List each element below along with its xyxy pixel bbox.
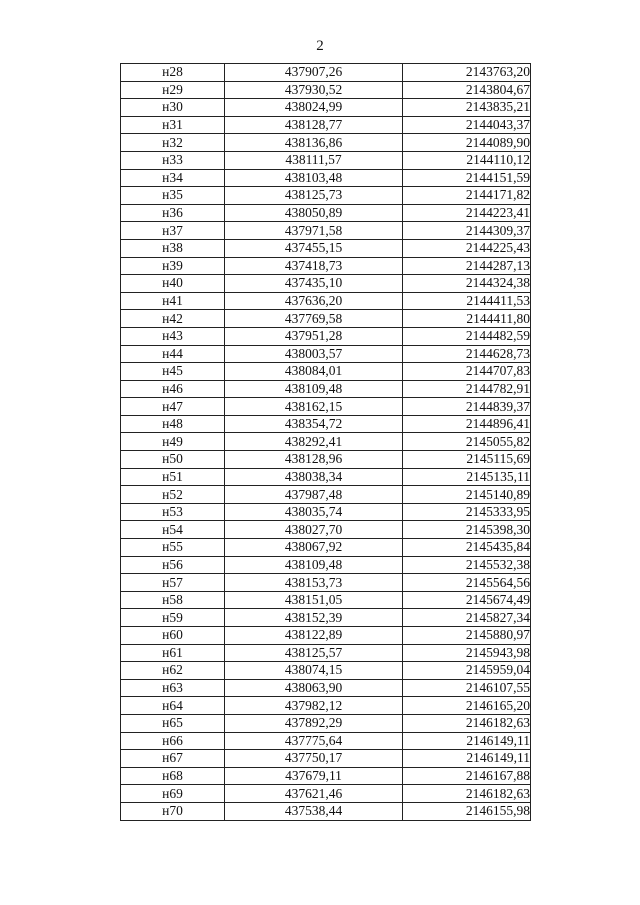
x-coordinate-cell: 438074,15 [225,662,403,680]
y-coordinate-cell: 2145943,98 [403,644,531,662]
y-coordinate-cell: 2145140,89 [403,486,531,504]
y-coordinate-cell: 2145398,30 [403,521,531,539]
point-label-cell: н62 [121,662,225,680]
table-row [121,468,531,486]
point-label-cell: н53 [121,503,225,521]
x-coordinate-cell: 438067,92 [225,539,403,557]
coordinates-table [120,63,531,821]
x-coordinate-cell: 438151,05 [225,591,403,609]
x-coordinate-cell: 437892,29 [225,714,403,732]
point-label-cell: н70 [121,802,225,820]
point-label-cell: н33 [121,151,225,169]
x-coordinate-cell: 438136,86 [225,134,403,152]
page-number: 2 [316,38,324,54]
x-coordinate-cell: 438003,57 [225,345,403,363]
y-coordinate-cell: 2145880,97 [403,627,531,645]
y-coordinate-cell: 2143804,67 [403,81,531,99]
x-coordinate-cell: 437750,17 [225,750,403,768]
point-label-cell: н58 [121,591,225,609]
point-label-cell: н35 [121,187,225,205]
point-label-cell: н57 [121,574,225,592]
x-coordinate-cell: 437455,15 [225,239,403,257]
point-label-cell: н56 [121,556,225,574]
table-row [121,204,531,222]
point-label-cell: н69 [121,785,225,803]
table-row [121,345,531,363]
y-coordinate-cell: 2145564,56 [403,574,531,592]
table-row [121,644,531,662]
y-coordinate-cell: 2144411,53 [403,292,531,310]
x-coordinate-cell: 438027,70 [225,521,403,539]
x-coordinate-cell: 438128,96 [225,451,403,469]
point-label-cell: н42 [121,310,225,328]
x-coordinate-cell: 438128,77 [225,116,403,134]
y-coordinate-cell: 2145532,38 [403,556,531,574]
table-row [121,187,531,205]
y-coordinate-cell: 2146149,11 [403,732,531,750]
x-coordinate-cell: 438050,89 [225,204,403,222]
point-label-cell: н41 [121,292,225,310]
y-coordinate-cell: 2143763,20 [403,64,531,82]
table-row [121,310,531,328]
table-row [121,785,531,803]
point-label-cell: н63 [121,679,225,697]
point-label-cell: н67 [121,750,225,768]
x-coordinate-cell: 438162,15 [225,398,403,416]
y-coordinate-cell: 2144782,91 [403,380,531,398]
table-row [121,292,531,310]
y-coordinate-cell: 2146155,98 [403,802,531,820]
y-coordinate-cell: 2144839,37 [403,398,531,416]
table-row [121,503,531,521]
table-row [121,802,531,820]
point-label-cell: н64 [121,697,225,715]
x-coordinate-cell: 437679,11 [225,767,403,785]
x-coordinate-cell: 437418,73 [225,257,403,275]
table-row [121,415,531,433]
point-label-cell: н45 [121,363,225,381]
y-coordinate-cell: 2145135,11 [403,468,531,486]
point-label-cell: н68 [121,767,225,785]
y-coordinate-cell: 2146107,55 [403,679,531,697]
y-coordinate-cell: 2145115,69 [403,451,531,469]
point-label-cell: н43 [121,327,225,345]
table-row [121,679,531,697]
table-row [121,556,531,574]
y-coordinate-cell: 2144225,43 [403,239,531,257]
x-coordinate-cell: 438354,72 [225,415,403,433]
y-coordinate-cell: 2146149,11 [403,750,531,768]
y-coordinate-cell: 2144411,80 [403,310,531,328]
point-label-cell: н54 [121,521,225,539]
table-row [121,609,531,627]
point-label-cell: н39 [121,257,225,275]
table-row [121,732,531,750]
y-coordinate-cell: 2145333,95 [403,503,531,521]
table-row [121,64,531,82]
point-label-cell: н52 [121,486,225,504]
point-label-cell: н44 [121,345,225,363]
point-label-cell: н61 [121,644,225,662]
table-row [121,327,531,345]
y-coordinate-cell: 2145959,04 [403,662,531,680]
table-row [121,627,531,645]
y-coordinate-cell: 2146182,63 [403,785,531,803]
y-coordinate-cell: 2145674,49 [403,591,531,609]
table-row [121,433,531,451]
y-coordinate-cell: 2146167,88 [403,767,531,785]
table-row [121,750,531,768]
table-row [121,81,531,99]
table-row [121,222,531,240]
y-coordinate-cell: 2144171,82 [403,187,531,205]
table-row [121,486,531,504]
point-label-cell: н40 [121,275,225,293]
y-coordinate-cell: 2145435,84 [403,539,531,557]
table-row [121,521,531,539]
table-row [121,380,531,398]
table-row [121,398,531,416]
y-coordinate-cell: 2146165,20 [403,697,531,715]
table-row [121,714,531,732]
table-row [121,116,531,134]
y-coordinate-cell: 2144707,83 [403,363,531,381]
table-row [121,451,531,469]
y-coordinate-cell: 2143835,21 [403,99,531,117]
x-coordinate-cell: 438125,57 [225,644,403,662]
x-coordinate-cell: 438103,48 [225,169,403,187]
table-row [121,539,531,557]
x-coordinate-cell: 438109,48 [225,380,403,398]
x-coordinate-cell: 437769,58 [225,310,403,328]
x-coordinate-cell: 438109,48 [225,556,403,574]
table-row [121,239,531,257]
point-label-cell: н29 [121,81,225,99]
point-label-cell: н48 [121,415,225,433]
y-coordinate-cell: 2144324,38 [403,275,531,293]
y-coordinate-cell: 2144223,41 [403,204,531,222]
x-coordinate-cell: 437538,44 [225,802,403,820]
point-label-cell: н60 [121,627,225,645]
table-row [121,99,531,117]
point-label-cell: н51 [121,468,225,486]
point-label-cell: н46 [121,380,225,398]
x-coordinate-cell: 438153,73 [225,574,403,592]
point-label-cell: н50 [121,451,225,469]
point-label-cell: н31 [121,116,225,134]
point-label-cell: н36 [121,204,225,222]
x-coordinate-cell: 437907,26 [225,64,403,82]
y-coordinate-cell: 2145827,34 [403,609,531,627]
y-coordinate-cell: 2144089,90 [403,134,531,152]
table-row [121,591,531,609]
x-coordinate-cell: 437636,20 [225,292,403,310]
y-coordinate-cell: 2144482,59 [403,327,531,345]
point-label-cell: н30 [121,99,225,117]
table-row [121,275,531,293]
point-label-cell: н37 [121,222,225,240]
y-coordinate-cell: 2144628,73 [403,345,531,363]
x-coordinate-cell: 438152,39 [225,609,403,627]
y-coordinate-cell: 2144151,59 [403,169,531,187]
point-label-cell: н59 [121,609,225,627]
point-label-cell: н32 [121,134,225,152]
x-coordinate-cell: 437435,10 [225,275,403,293]
table-row [121,574,531,592]
point-label-cell: н49 [121,433,225,451]
x-coordinate-cell: 437930,52 [225,81,403,99]
x-coordinate-cell: 437982,12 [225,697,403,715]
y-coordinate-cell: 2144287,13 [403,257,531,275]
table-row [121,662,531,680]
x-coordinate-cell: 438125,73 [225,187,403,205]
x-coordinate-cell: 438035,74 [225,503,403,521]
x-coordinate-cell: 437775,64 [225,732,403,750]
y-coordinate-cell: 2146182,63 [403,714,531,732]
point-label-cell: н55 [121,539,225,557]
x-coordinate-cell: 437987,48 [225,486,403,504]
point-label-cell: н47 [121,398,225,416]
table-row [121,767,531,785]
table-row [121,363,531,381]
y-coordinate-cell: 2145055,82 [403,433,531,451]
x-coordinate-cell: 438122,89 [225,627,403,645]
x-coordinate-cell: 438292,41 [225,433,403,451]
y-coordinate-cell: 2144110,12 [403,151,531,169]
table-row [121,134,531,152]
x-coordinate-cell: 437971,58 [225,222,403,240]
point-label-cell: н65 [121,714,225,732]
point-label-cell: н66 [121,732,225,750]
point-label-cell: н28 [121,64,225,82]
point-label-cell: н38 [121,239,225,257]
table-row [121,697,531,715]
x-coordinate-cell: 437951,28 [225,327,403,345]
x-coordinate-cell: 438038,34 [225,468,403,486]
y-coordinate-cell: 2144896,41 [403,415,531,433]
x-coordinate-cell: 438084,01 [225,363,403,381]
coordinates-table-body [121,64,531,821]
x-coordinate-cell: 438111,57 [225,151,403,169]
table-row [121,169,531,187]
y-coordinate-cell: 2144309,37 [403,222,531,240]
x-coordinate-cell: 437621,46 [225,785,403,803]
x-coordinate-cell: 438024,99 [225,99,403,117]
x-coordinate-cell: 438063,90 [225,679,403,697]
table-row [121,151,531,169]
point-label-cell: н34 [121,169,225,187]
table-row [121,257,531,275]
y-coordinate-cell: 2144043,37 [403,116,531,134]
